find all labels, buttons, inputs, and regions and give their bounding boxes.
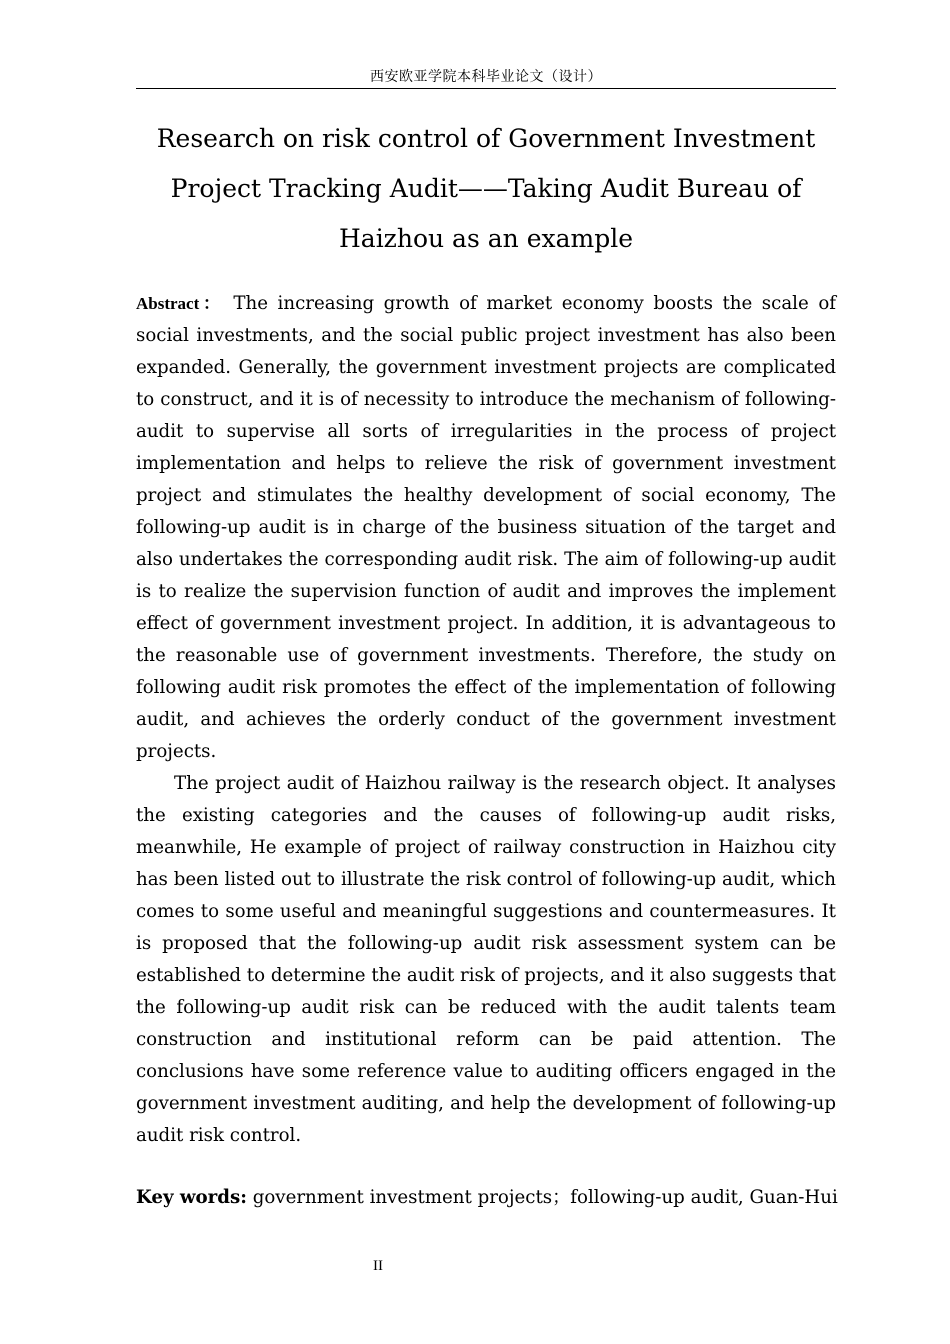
header-rule [136, 88, 836, 89]
abstract-paragraph-1-text: The increasing growth of market economy boosts the scale of social investments, and the social public project investment has also been expanded. Generally, the government investment projects are complicated to construct, and it is of necessity to introduce the mechanism of following-audit to supervise all sorts of irregularities in the process of project implementation and helps to relieve the risk of government investment project and stimulates the healthy development of social economy, The following-up audit is in charge of the business situation of the target and also undertakes the corresponding audit risk. The aim of following-up audit is to realize the supervision function of audit and improves the implement effect of government investment project. In addition, it is advantageous to the reasonable use of government investments. Therefore, the study on following audit risk promotes the effect of the implementation of following audit, and achieves the orderly conduct of the government investment projects. [136, 293, 836, 762]
paper-title-line-3: Haizhou as an example [338, 224, 633, 253]
abstract-label: Abstract： [136, 294, 224, 313]
paper-title-line-2: Project Tracking Audit——Taking Audit Bureau of [170, 174, 802, 203]
running-header: 西安欧亚学院本科毕业论文（设计） [370, 69, 602, 85]
abstract-paragraph-2: The project audit of Haizhou railway is the research object. It analyses the existing categories and the causes of following-up audit risks, meanwhile, He example of project of railway construction in Haizhou city has been listed out to illustrate the risk control of following-up audit, which comes to some useful and meaningful suggestions and countermeasures. It is proposed that the following-up audit risk assessment system can be established to determine the audit risk of projects, and it also suggests that the following-up audit risk can be reduced with the audit talents team construction and institutional reform can be paid attention. The conclusions have some reference value to auditing officers engaged in the government investment auditing, and help the development of following-up audit risk control. [136, 773, 836, 1146]
abstract-paragraph-1 [136, 288, 836, 768]
page-number: II [373, 1258, 383, 1274]
keywords-line [136, 1182, 856, 1214]
paper-title-line-1: Research on risk control of Government Investment [156, 124, 816, 153]
abstract-section [136, 288, 836, 1152]
paper-title [136, 114, 836, 264]
keywords-text: government investment projects；following-up audit, Guan-Hui [252, 1187, 838, 1208]
keywords-label: Key words: [136, 1187, 247, 1208]
